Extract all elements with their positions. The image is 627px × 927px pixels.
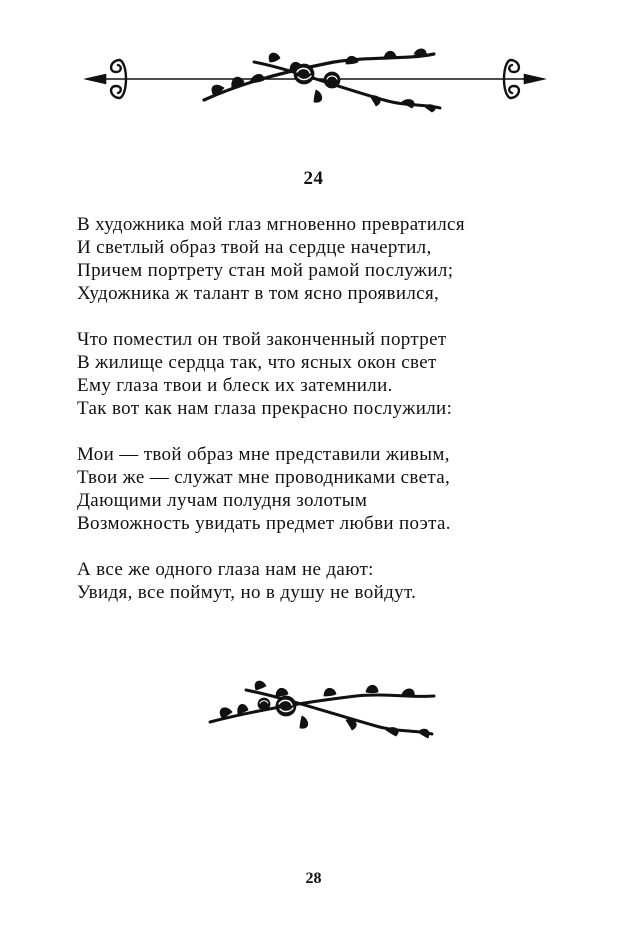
- poem-line: Дающими лучам полудня золотым: [77, 490, 368, 511]
- poem-line: Твои же — служат мне проводниками света,: [77, 467, 451, 488]
- poem-line: В жилище сердца так, что ясных окон свет: [77, 352, 437, 373]
- poem-line: Так вот как нам глаза прекрасно послужили:: [77, 398, 453, 419]
- poem-body: [77, 213, 557, 627]
- poem-line: Причем портрету стан мой рамой послужил;: [77, 260, 454, 281]
- poem-line: Мои — твой образ мне представили живым,: [77, 444, 450, 465]
- bottom-rose-vine-ornament: [206, 676, 438, 740]
- poem-line: А все же одного глаза нам не дают:: [77, 559, 374, 580]
- poem-line: И светлый образ твой на сердце начертил,: [77, 237, 432, 258]
- page-number: 28: [305, 870, 322, 887]
- stanza-1: [77, 213, 557, 305]
- stanza-3: [77, 443, 557, 535]
- stanza-4: [77, 558, 557, 604]
- poem-line: Ему глаза твои и блеск их затемнили.: [77, 375, 393, 396]
- top-rose-vine-ornament: [84, 42, 546, 116]
- poem-line: В художника мой глаз мгновенно превратился: [77, 214, 465, 235]
- poem-line: Что поместил он твой законченный портрет: [77, 329, 447, 350]
- sonnet-number: 24: [303, 168, 324, 189]
- poem-line: Художника ж талант в том ясно проявился,: [77, 283, 440, 304]
- poem-line: Возможность увидать предмет любви поэта.: [77, 513, 451, 534]
- poem-line: Увидя, все поймут, но в душу не войдут.: [77, 582, 417, 603]
- stanza-2: [77, 328, 557, 420]
